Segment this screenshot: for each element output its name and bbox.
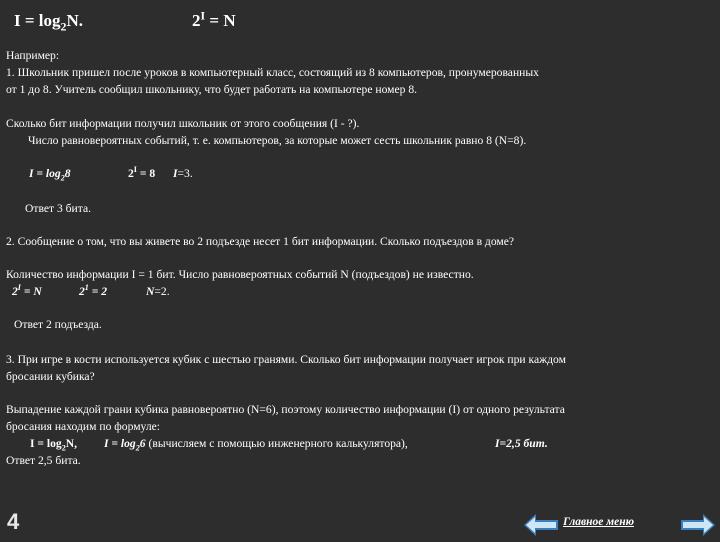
problem3-answer: Ответ 2,5 бита. <box>6 454 81 467</box>
problem3-solution-2: бросания находим по формуле: <box>6 420 160 433</box>
example-line-1: 1. Школьник пришел после уроков в компьютерный класс, состоящий из 8 компьютеров, пронумерованных <box>6 66 539 79</box>
problem2-question: 2. Сообщение о том, что вы живете во 2 подъезде несет 1 бит информации. Сколько подъездов в доме? <box>6 235 515 248</box>
example-formula-log: $I = \log_28$ <box>29 167 71 183</box>
page-number: 4 <box>7 509 20 534</box>
example-answer: Ответ 3 бита. <box>25 202 92 215</box>
problem2-result: N=2. <box>146 285 170 298</box>
problem3-solution-1: Выпадение каждой грани кубика равновероятно (N=6), поэтому количество информации (I) от одного результата <box>6 403 565 416</box>
example-formula-power: $2^I = 8$ <box>128 165 156 180</box>
example-result: I=3. <box>173 167 193 180</box>
formula-power: $2^I = N$ <box>192 8 236 30</box>
formula-log: $I = \log_2N$. <box>14 11 84 34</box>
problem2-solution: Количество информации I = 1 бит. Число равновероятных событий N (подъездов) не известно. <box>6 268 474 281</box>
example-line-2: от 1 до 8. Учитель сообщил школьнику, что будет работать на компьютере номер 8. <box>6 83 418 96</box>
arrow-right-icon <box>680 513 716 537</box>
problem2-formula-2: $2^1 = 2$ <box>79 283 108 298</box>
problem3-question-2: бросании кубика? <box>6 370 95 383</box>
problem3-formula-calc: $I = \log_26$ (вычисляем с помощью инженерного калькулятора), <box>104 437 408 453</box>
problem3-formula-log: $I = \log_2N$, <box>30 437 78 453</box>
arrow-left-icon <box>523 513 559 537</box>
example-question: Сколько бит информации получил школьник от этого сообщения (I - ?). <box>6 117 360 130</box>
example-events: Число равновероятных событий, т. е. компьютеров, за которые может сесть школьник равно 8 (N=8). <box>28 134 527 147</box>
example-intro: Например: <box>6 49 60 62</box>
problem3-result: I=2,5 бит. <box>495 437 548 450</box>
problem2-answer: Ответ 2 подъезда. <box>14 318 102 331</box>
problem3-question-1: 3. При игре в кости используется кубик с шестью гранями. Сколько бит информации получает игрок при каждом <box>6 353 566 366</box>
main-menu-link[interactable]: Главное меню <box>563 516 634 528</box>
problem2-formula-1: $2^I = N$ <box>12 283 42 298</box>
forward-button[interactable] <box>680 513 716 537</box>
back-button[interactable] <box>523 513 559 537</box>
